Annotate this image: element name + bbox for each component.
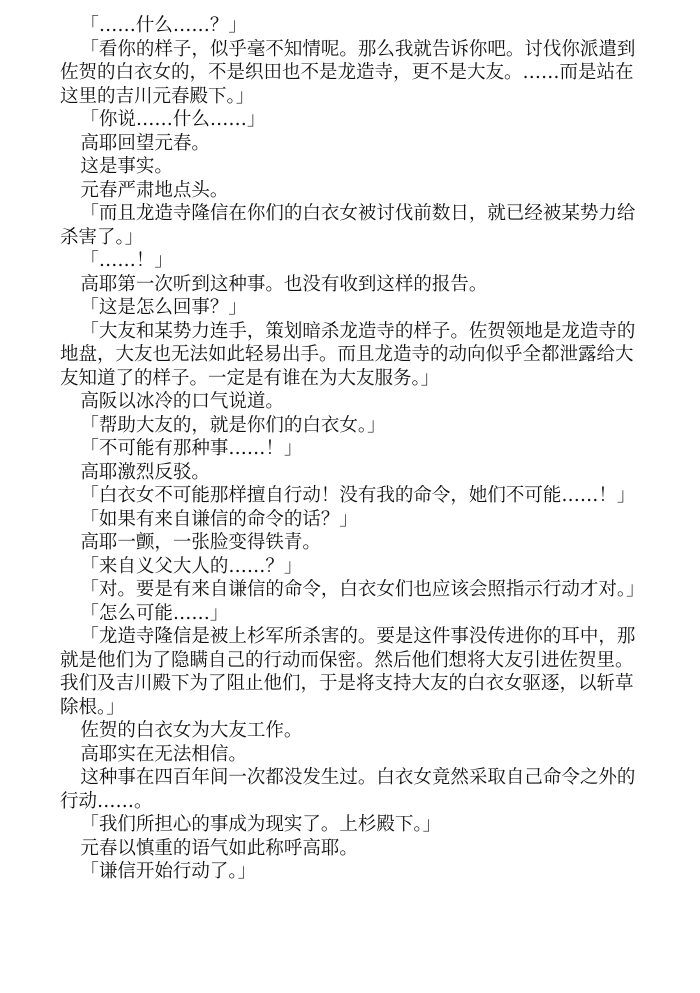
paragraph: 这是事实。 (80, 156, 173, 177)
paragraph: 「怎么可能……」 (80, 602, 229, 624)
paragraph: 佐贺的白衣女为大友工作。 (80, 720, 303, 741)
paragraph: 「谦信开始行动了。」 (80, 861, 257, 882)
paragraph: 高耶回望元春。 (80, 132, 210, 154)
paragraph: 「白衣女不可能那样擅自行动！没有我的命令，她们不可能……！」 (80, 485, 636, 506)
paragraph: 「来自义父大人的……？」 (80, 555, 303, 577)
paragraph: 这种事在四百年间一次都没发生过。白衣女竟然采取自己命令之外的行动……。 (60, 767, 636, 812)
paragraph: 元春严肃地点头。 (80, 179, 229, 201)
paragraph: 高耶实在无法相信。 (80, 743, 247, 765)
paragraph: 「对。要是有来自谦信的命令，白衣女们也应该会照指示行动才对。」 (80, 579, 645, 600)
paragraph: 「大友和某势力连手，策划暗杀龙造寺的样子。佐贺领地是龙造寺的地盘，大友也无法如此轻易出手。而且龙造寺的动向似乎全都泄露给大友知道了的样子。一定是有谁在为大友服务。」 (60, 320, 636, 389)
paragraph: 高阪以冰冷的口气说道。 (80, 391, 284, 412)
paragraph: 「帮助大友的，就是你们的白衣女。」 (80, 414, 386, 436)
paragraph: 「……！」 (80, 250, 173, 271)
paragraph: 「而且龙造寺隆信在你们的白衣女被讨伐前数日，就已经被某势力给杀害了。」 (60, 203, 636, 248)
paragraph: 高耶一颤，一张脸变得铁青。 (80, 532, 321, 553)
paragraph: 「不可能有那种事……！」 (80, 438, 303, 459)
paragraph: 元春以慎重的语气如此称呼高耶。 (80, 837, 358, 859)
paragraph: 「龙造寺隆信是被上杉军所杀害的。要是这件事没传进你的耳中，那就是他们为了隐瞒自己的行动而保密。然后他们想将大友引进佐贺里。我们及吉川殿下为了阻止他们，于是将支持大友的白衣女驱逐，以斩草除根。」 (60, 626, 636, 718)
paragraph: 高耶第一次听到这种事。也没有收到这样的报告。 (80, 273, 488, 295)
paragraph: 「……什么……？」 (80, 15, 247, 36)
paragraph: 「你说……什么……」 (80, 109, 266, 130)
paragraph: 「如果有来自谦信的命令的话？」 (80, 508, 358, 530)
paragraph: 高耶激烈反驳。 (80, 461, 210, 483)
paragraph: 「这是怎么回事？」 (80, 297, 247, 318)
paragraph: 「我们所担心的事成为现实了。上杉殿下。」 (80, 814, 442, 835)
paragraph: 「看你的样子，似乎毫不知情呢。那么我就告诉你吧。讨伐你派遣到佐贺的白衣女的，不是织田也不是龙造寺，更不是大友。……而是站在这里的吉川元春殿下。」 (60, 38, 636, 107)
